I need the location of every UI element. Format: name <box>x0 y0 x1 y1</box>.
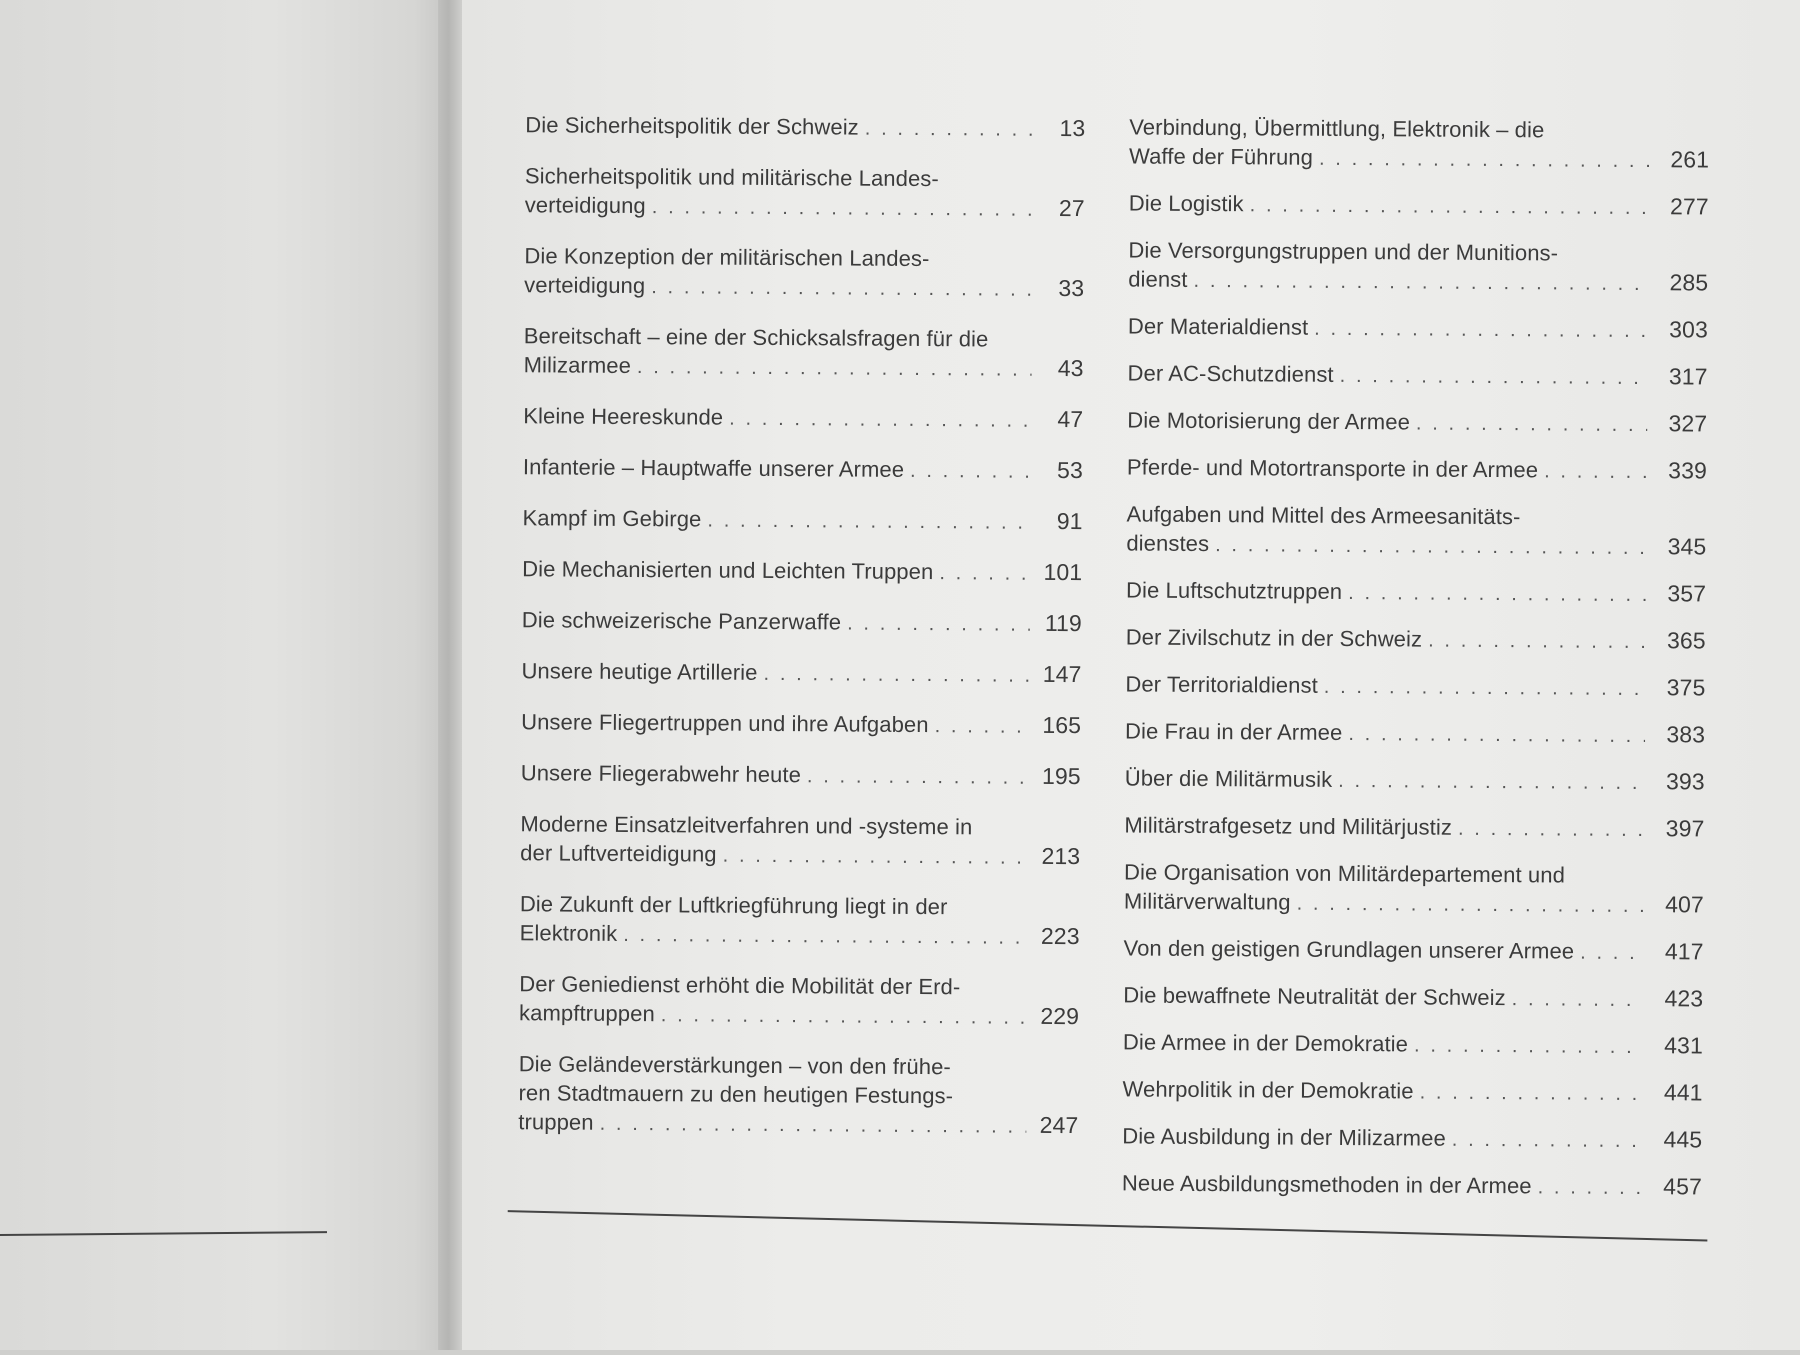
toc-entry-title-line: Elektronik <box>519 920 618 946</box>
dot-leader <box>1319 145 1649 176</box>
dot-leader <box>723 842 1029 873</box>
toc-entry <box>525 110 1085 145</box>
toc-entry-last-line <box>1124 886 1704 921</box>
toc-page-number: 47 <box>1057 405 1084 433</box>
toc-page-number: 261 <box>1670 146 1710 173</box>
dot-leader <box>1314 315 1648 346</box>
toc-entry-last-line <box>1122 1074 1702 1109</box>
toc-entry <box>521 707 1081 742</box>
toc-entry <box>1127 405 1707 440</box>
toc-entry-last-line <box>522 554 1082 589</box>
toc-page-number: 101 <box>1043 558 1083 586</box>
toc-entry-last-line <box>522 605 1082 640</box>
toc-entry <box>1124 857 1704 921</box>
toc-entry-line <box>519 969 1079 1002</box>
toc-entry-title-line: Militärstrafgesetz und Militärjustiz <box>1124 812 1453 840</box>
dot-leader <box>807 762 1029 793</box>
toc-page-number: 417 <box>1664 938 1704 965</box>
toc-page-number: 277 <box>1669 193 1709 220</box>
toc-entry-title-line: Infanterie – Hauptwaffe unserer Armee <box>522 454 905 482</box>
toc-entry-title-line: Der Geniedienst erhöht die Mobilität der Erd- <box>519 971 961 1000</box>
toc-entry-last-line <box>1124 810 1704 845</box>
toc-page-number: 397 <box>1665 815 1705 842</box>
dot-leader <box>1193 267 1648 299</box>
toc-entry-title-line: kampftruppen <box>519 1000 655 1027</box>
toc-page-number: 445 <box>1663 1126 1703 1153</box>
toc-entry-line <box>1128 235 1708 268</box>
toc-page-number: 165 <box>1042 711 1082 739</box>
toc-page-number: 339 <box>1668 457 1708 484</box>
toc-entry <box>1127 452 1707 487</box>
toc-page-number: 147 <box>1042 660 1082 688</box>
toc-entry-last-line <box>1126 622 1706 657</box>
toc-page-number: 441 <box>1663 1079 1703 1106</box>
dot-leader <box>1340 362 1648 393</box>
dot-leader <box>707 507 1030 538</box>
toc-entry <box>521 758 1081 793</box>
dot-leader <box>910 457 1031 487</box>
dot-leader <box>661 1001 1027 1033</box>
toc-entry-title-line: Die Versorgungstruppen und der Munitions- <box>1128 237 1559 266</box>
toc-page-number: 13 <box>1059 114 1086 142</box>
toc-entry-last-line <box>520 918 1080 953</box>
toc-entry-last-line <box>1123 980 1703 1015</box>
toc-entry-title-line: Der Territorialdienst <box>1125 671 1318 698</box>
toc-entry <box>1123 980 1703 1015</box>
toc-entry <box>1126 622 1706 657</box>
toc-page-number: 365 <box>1666 627 1706 654</box>
toc-entry-title-line: Neue Ausbildungsmethoden in der Armee <box>1121 1170 1532 1199</box>
toc-entry-title-line: Die Luftschutztruppen <box>1125 577 1343 604</box>
left-blank-page <box>0 0 450 1350</box>
dot-leader <box>1538 1173 1642 1203</box>
toc-entry-title-line: Über die Militärmusik <box>1124 765 1333 792</box>
toc-entry-title-line: Unsere Fliegertruppen und ihre Aufgaben <box>521 709 929 738</box>
toc-page-number: 53 <box>1057 456 1083 484</box>
toc-entry-title-line: Die Mechanisierten und Leichten Truppen <box>522 556 934 585</box>
toc-page-number: 457 <box>1663 1173 1703 1200</box>
toc-entry <box>1122 1074 1702 1109</box>
toc-entry <box>1126 575 1706 610</box>
toc-entry-title-line: Die Zukunft der Luftkriegführung liegt in der <box>519 891 948 920</box>
toc-entry-title-line: Die Geländeverstärkungen – von den frühe- <box>518 1051 951 1080</box>
toc-entry-last-line <box>521 707 1081 742</box>
dot-leader <box>1297 890 1644 921</box>
toc-entry <box>521 656 1081 691</box>
dot-leader <box>1580 939 1644 968</box>
toc-page-number: 195 <box>1041 762 1081 790</box>
toc-page-number: 345 <box>1667 533 1707 560</box>
dot-leader <box>623 921 1028 953</box>
toc-page-number: 357 <box>1667 580 1707 607</box>
toc-entry-title-line: Die Logistik <box>1128 190 1244 217</box>
toc-page-number: 43 <box>1057 354 1084 382</box>
toc-entry-last-line <box>1127 358 1707 393</box>
toc-page-number: 317 <box>1668 363 1708 390</box>
toc-entry <box>518 1049 1079 1142</box>
toc-entry-title-line: Die Konzeption der militärischen Landes- <box>524 243 930 272</box>
toc-entry <box>1127 358 1707 393</box>
toc-entry-last-line <box>522 503 1082 538</box>
toc-page-number: 327 <box>1668 410 1708 437</box>
toc-entry <box>1122 1168 1702 1203</box>
right-page <box>462 0 1800 1350</box>
toc-entry-line <box>519 1049 1079 1082</box>
toc-entry <box>522 554 1082 589</box>
dot-leader <box>1324 673 1646 704</box>
toc-entry <box>523 452 1083 487</box>
toc-entry-last-line <box>524 350 1084 385</box>
toc-entry <box>520 809 1080 873</box>
toc-entry-title-line: Moderne Einsatzleitverfahren und -systeme in <box>520 811 973 840</box>
toc-entry-title-line: Die Armee in der Demokratie <box>1122 1029 1409 1057</box>
toc-entry <box>1123 1027 1703 1062</box>
dot-leader <box>1544 457 1647 487</box>
toc-entry-last-line <box>1123 1027 1703 1062</box>
toc-entry-title-line: Die Frau in der Armee <box>1125 718 1343 745</box>
toc-entry <box>1129 112 1709 176</box>
dot-leader <box>1414 1031 1643 1062</box>
toc-entry-last-line <box>524 270 1084 305</box>
dot-leader <box>1428 627 1646 658</box>
toc-entry <box>523 401 1083 436</box>
toc-entry <box>1125 669 1705 704</box>
toc-entry <box>522 503 1082 538</box>
toc-entry-title-line: ren Stadtmauern zu den heutigen Festungs- <box>518 1080 954 1109</box>
toc-page-number: 247 <box>1039 1111 1079 1139</box>
toc-page-number: 223 <box>1040 922 1080 950</box>
toc-entry-last-line <box>518 1107 1078 1142</box>
toc-entry <box>1124 810 1704 845</box>
toc-entry-line <box>520 809 1080 842</box>
toc-entry-last-line <box>1122 1121 1702 1156</box>
dot-leader <box>1215 531 1646 563</box>
toc-entry-title-line: Die bewaffnete Neutralität der Schweiz <box>1123 982 1506 1011</box>
toc-entry <box>1129 188 1709 223</box>
toc-entry-title-line: Kleine Heereskunde <box>523 403 724 430</box>
toc-entry-last-line <box>1129 188 1709 223</box>
toc-entry-last-line <box>1128 311 1708 346</box>
dot-leader <box>1416 409 1647 440</box>
dot-leader <box>1348 579 1646 610</box>
toc-page-number: 407 <box>1665 891 1704 918</box>
toc-entry-title-line: Die Sicherheitspolitik der Schweiz <box>525 112 859 140</box>
toc-entry-last-line <box>525 110 1085 145</box>
toc-entry <box>1125 716 1705 751</box>
table-of-contents <box>457 0 1800 1355</box>
toc-entry <box>1125 763 1705 798</box>
toc-entry-line <box>525 161 1085 194</box>
toc-entry-last-line <box>1125 669 1705 704</box>
toc-entry <box>522 605 1082 640</box>
toc-entry-title-line: Aufgaben und Mittel des Armeesanitäts- <box>1126 501 1521 530</box>
toc-entry-last-line <box>1123 933 1703 968</box>
dot-leader <box>637 353 1032 385</box>
toc-entry-last-line <box>1125 763 1705 798</box>
toc-page-number: 383 <box>1666 721 1706 748</box>
toc-entry-line <box>520 889 1080 922</box>
toc-entry-title-line: Der AC-Schutzdienst <box>1127 360 1334 387</box>
toc-entry-title-line: dienst <box>1128 266 1188 292</box>
toc-page-number: 91 <box>1056 507 1083 535</box>
dot-leader <box>865 115 1034 145</box>
toc-entry <box>524 241 1084 305</box>
toc-entry-last-line <box>1126 575 1706 610</box>
toc-entry-title-line: Wehrpolitik in der Demokratie <box>1122 1076 1414 1104</box>
dot-leader <box>1338 767 1645 798</box>
toc-entry-last-line <box>1125 716 1705 751</box>
toc-entry-last-line <box>1129 141 1709 176</box>
toc-entry-title-line: Milizarmee <box>523 352 632 378</box>
toc-entry-line <box>524 241 1084 274</box>
dot-leader <box>1348 720 1645 751</box>
toc-entry-title-line: Die schweizerische Panzerwaffe <box>521 607 842 635</box>
toc-entry-last-line <box>1126 528 1706 563</box>
toc-entry-title-line: Pferde- und Motortransporte in der Armee <box>1126 454 1539 483</box>
dot-leader <box>763 660 1029 691</box>
toc-entry-title-line: der Luftverteidigung <box>520 840 717 867</box>
toc-entry-last-line <box>1127 405 1707 440</box>
toc-entry <box>1128 235 1708 299</box>
dot-leader <box>939 559 1030 589</box>
toc-entry-title-line: Unsere Fliegerabwehr heute <box>520 760 802 788</box>
toc-entry-last-line <box>523 452 1083 487</box>
toc-entry <box>525 161 1085 225</box>
dot-leader <box>1250 191 1649 223</box>
toc-entry-last-line <box>519 998 1079 1033</box>
toc-entry-line <box>1124 857 1704 890</box>
toc-entry <box>519 969 1079 1033</box>
toc-entry-last-line <box>525 190 1085 225</box>
toc-entry-last-line <box>1127 452 1707 487</box>
dot-leader <box>1452 1126 1643 1156</box>
toc-page-number: 375 <box>1666 674 1706 701</box>
toc-page-number: 285 <box>1669 269 1709 296</box>
toc-entry-last-line <box>523 401 1083 436</box>
dot-leader <box>600 1110 1027 1142</box>
dot-leader <box>847 610 1030 640</box>
toc-entry <box>1123 933 1703 968</box>
toc-entry-last-line <box>521 758 1081 793</box>
toc-entry-title-line: Bereitschaft – eine der Schicksalsfragen für die <box>523 323 989 352</box>
toc-entry-title-line: verteidigung <box>524 192 646 219</box>
toc-entry <box>524 321 1084 385</box>
toc-page-number: 213 <box>1041 842 1081 870</box>
toc-entry <box>1128 311 1708 346</box>
toc-entry-title-line: Die Ausbildung in der Milizarmee <box>1122 1123 1446 1151</box>
left-page-rule <box>0 1231 327 1236</box>
toc-entry-line <box>524 321 1084 354</box>
toc-entry-title-line: Die Motorisierung der Armee <box>1127 407 1411 435</box>
toc-entry-line <box>518 1078 1078 1111</box>
dot-leader <box>651 273 1032 305</box>
toc-entry-last-line <box>520 838 1080 873</box>
toc-page-number: 119 <box>1044 609 1082 637</box>
toc-entry-line <box>1129 112 1709 145</box>
toc-entry-title-line: Der Materialdienst <box>1127 313 1309 340</box>
toc-page-number: 393 <box>1665 768 1705 795</box>
dot-leader <box>1512 985 1644 1015</box>
toc-entry-title-line: Die Organisation von Militärdepartement und <box>1124 859 1566 888</box>
toc-entry-title-line: Kampf im Gebirge <box>522 505 702 532</box>
toc-entry-title-line: dienstes <box>1126 530 1210 557</box>
toc-entry-title-line: Der Zivilschutz in der Schweiz <box>1125 624 1423 652</box>
toc-entry <box>520 889 1080 953</box>
dot-leader <box>652 193 1033 225</box>
toc-page-number: 431 <box>1664 1032 1703 1059</box>
toc-entry-title-line: Unsere heutige Artillerie <box>521 658 758 685</box>
toc-entry-title-line: Waffe der Führung <box>1129 143 1314 170</box>
toc-left-column <box>518 110 1085 1162</box>
toc-page-number: 33 <box>1058 274 1085 302</box>
dot-leader <box>935 712 1030 742</box>
toc-entry <box>1126 499 1706 563</box>
toc-entry-last-line <box>1122 1168 1702 1203</box>
dot-leader <box>1458 815 1645 845</box>
toc-entry-title-line: Sicherheitspolitik und militärische Landes- <box>524 163 939 192</box>
toc-entry-title-line: truppen <box>518 1109 594 1135</box>
toc-page-number: 229 <box>1040 1002 1080 1030</box>
toc-right-column <box>1122 112 1710 1219</box>
dot-leader <box>729 405 1031 436</box>
toc-entry-title-line: Von den geistigen Grundlagen unserer Armee <box>1123 935 1575 964</box>
toc-entry-line <box>1127 499 1707 532</box>
toc-page-number: 423 <box>1664 985 1704 1012</box>
toc-entry-title-line: Militärverwaltung <box>1123 888 1291 915</box>
dot-leader <box>1420 1079 1643 1110</box>
toc-entry-last-line <box>521 656 1081 691</box>
toc-entry-last-line <box>1128 264 1708 299</box>
toc-entry-title-line: verteidigung <box>524 272 646 299</box>
toc-page-number: 27 <box>1058 194 1085 222</box>
toc-entry-title-line: Verbindung, Übermittlung, Elektronik – die <box>1129 114 1545 143</box>
toc-page-number: 303 <box>1669 316 1708 343</box>
toc-entry <box>1122 1121 1702 1156</box>
